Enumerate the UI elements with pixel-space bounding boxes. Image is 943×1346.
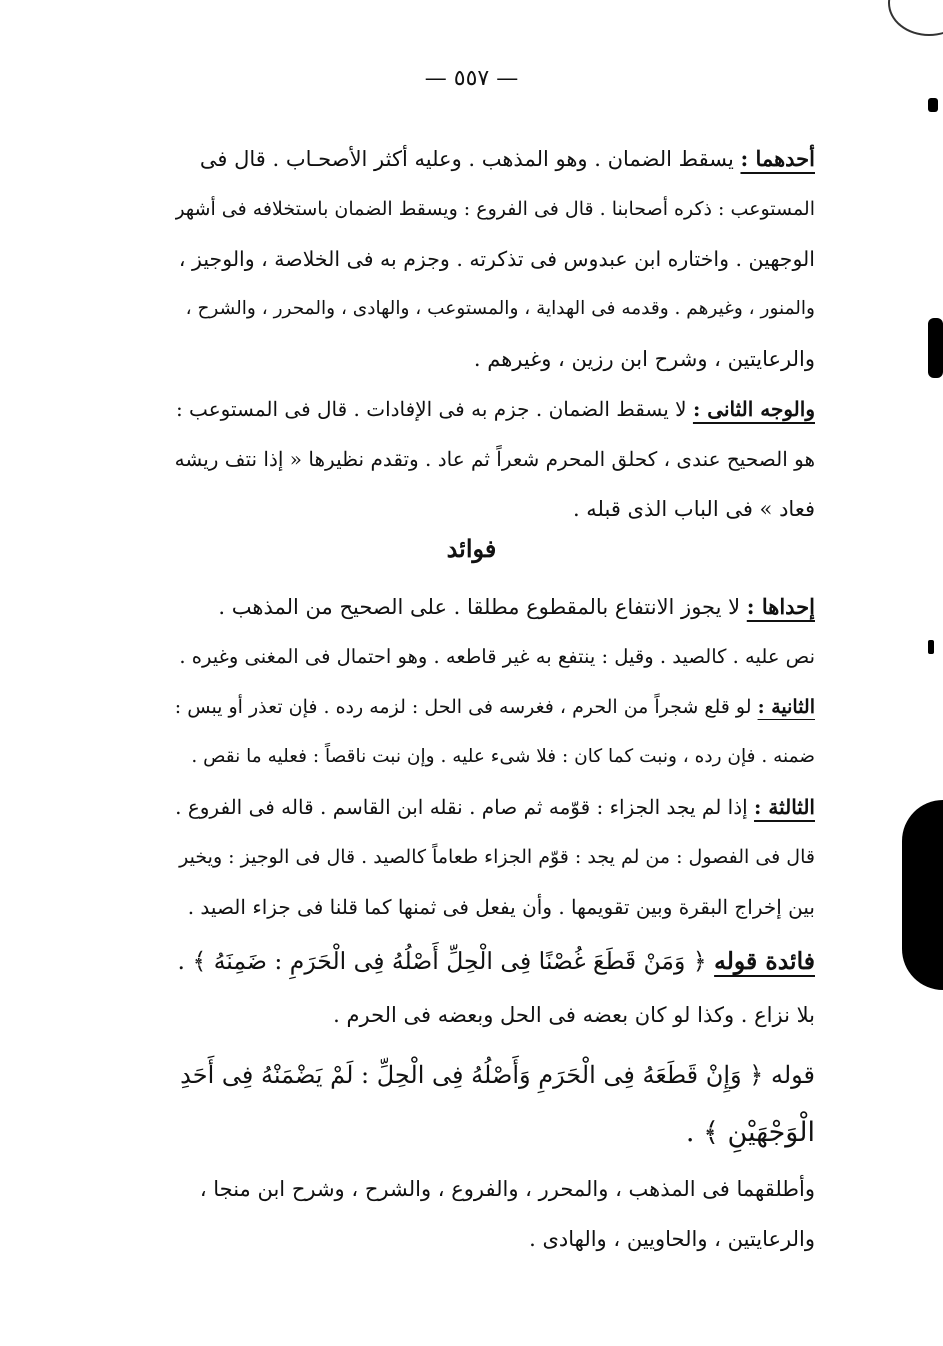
verse-line: الْوَجْهَيْنِ ﴾ . xyxy=(685,1117,815,1148)
text-line xyxy=(175,484,815,534)
line-text: لا يسقط الضمان . جزم به فى الإفادات . قال فى المستوعب : xyxy=(175,397,693,421)
section-heading: فوائد xyxy=(446,534,497,563)
line-text: يسقط الضمان . وهو المذهب . وعليه أكثر الأصحـاب . قال فى xyxy=(199,147,741,171)
line-text: ضمنه . فإن رده ، ونبت كما كان : فلا شىء عليه . وإن نبت ناقصاً : فعليه ما نقص . xyxy=(191,746,815,767)
text-line xyxy=(175,882,815,932)
verse-2-block xyxy=(175,1046,815,1162)
verse-1-block xyxy=(175,932,815,1040)
text-line xyxy=(175,632,815,682)
line-text: الوجهين . واختاره ابن عبدوس فى تذكرته . وجزم به فى الخلاصة ، والوجيز ، xyxy=(178,247,815,271)
line-lead: الثانية : xyxy=(757,696,815,718)
note-text: بلا نزاع . وكذا لو كان بعضه فى الحل وبعضه فى الحرم . xyxy=(333,1003,815,1027)
section-2 xyxy=(175,582,815,932)
line-text: لو قلع شجراً من الحرم ، فغرسه فى الحل : لزمه رده . فإن تعذر أو يبس : xyxy=(175,696,758,718)
text-line xyxy=(175,732,815,782)
scan-mark-top xyxy=(928,98,938,112)
scan-blot xyxy=(902,800,943,990)
text-line xyxy=(175,832,815,882)
section-1 xyxy=(175,134,815,534)
text-line xyxy=(175,434,815,484)
line-text: والرعايتين ، وشرح ابن رزين ، وغيرهم . xyxy=(473,347,815,371)
text-line: وأطلقهما فى المذهب ، والمحرر ، والفروع ، والشرح ، وشرح ابن منجا ، xyxy=(199,1177,815,1201)
verse-line: قوله ﴿ وَإِنْ قَطَعَهُ فِى الْحَرَمِ وَأَصْلُهُ فِى الْحِلِّ : لَمْ يَضْمَنْهُ فِى أَحَدِ xyxy=(180,1061,815,1089)
line-text: نص عليه . كالصيد . وقيل : ينتفع به غير قاطعه . وهو احتمال فى المغنى وغيره . xyxy=(179,645,815,668)
line-text: بين إخراج البقرة وبين تقويمها . وأن يفعل فى ثمنها كما قلنا فى جزاء الصيد . xyxy=(187,895,815,919)
text-line xyxy=(175,184,815,234)
text-line xyxy=(175,334,815,384)
line-lead: إحداها : xyxy=(746,594,815,619)
line-lead: والوجه الثانى : xyxy=(692,397,815,421)
scan-corner-curve xyxy=(888,0,943,36)
text-line xyxy=(175,782,815,832)
closing-block xyxy=(175,1164,815,1264)
verse-lead: فائدة قوله xyxy=(714,947,815,975)
text-line xyxy=(175,582,815,632)
line-text: قال فى الفصول : من لم يجد : قوّم الجزاء طعاماً كالصيد . قال فى الوجيز : ويخير xyxy=(179,846,815,868)
line-text: هو الصحيح عندى ، كحلق المحرم شعراً ثم عاد . وتقدم نظيرها « إذا نتف ريشه xyxy=(175,447,815,471)
scan-mark-mid xyxy=(928,640,934,654)
verse-text: ﴿ وَمَنْ قَطَعَ غُصْنًا فِى الْحِلِّ أَصْلُهُ فِى الْحَرَمِ : ضَمِنَهُ ﴾ . xyxy=(177,947,715,975)
line-text: المستوعب : ذكره أصحابنا . قال فى الفروع : ويسقط الضمان باستخلافه فى أشهر xyxy=(175,198,815,220)
text-line xyxy=(175,134,815,184)
line-text: فعاد » فى الباب الذى قبله . xyxy=(572,497,815,521)
line-lead: أحدهما : xyxy=(740,146,815,171)
line-text: إذا لم يجد الجزاء : قوّمه ثم صام . نقله ابن القاسم . قاله فى الفروع . xyxy=(175,795,755,819)
text-line xyxy=(175,682,815,732)
text-line: والرعايتين ، والحاويين ، والهادى . xyxy=(529,1227,815,1251)
verse-line xyxy=(175,932,815,990)
line-text: والمنور ، وغيرهم . وقدمه فى الهداية ، والمستوعب ، والهادى ، والمحرر ، والشرح ، xyxy=(185,298,815,319)
page-number: — ٥٥٧ — xyxy=(424,66,519,91)
text-line xyxy=(175,234,815,284)
verse-note xyxy=(175,990,815,1040)
text-line xyxy=(175,384,815,434)
line-lead: الثالثة : xyxy=(754,795,815,819)
scan-mark-side xyxy=(928,318,943,378)
text-line xyxy=(175,284,815,334)
line-text: لا يجوز الانتفاع بالمقطوع مطلقا . على الصحيح من المذهب . xyxy=(218,595,747,619)
